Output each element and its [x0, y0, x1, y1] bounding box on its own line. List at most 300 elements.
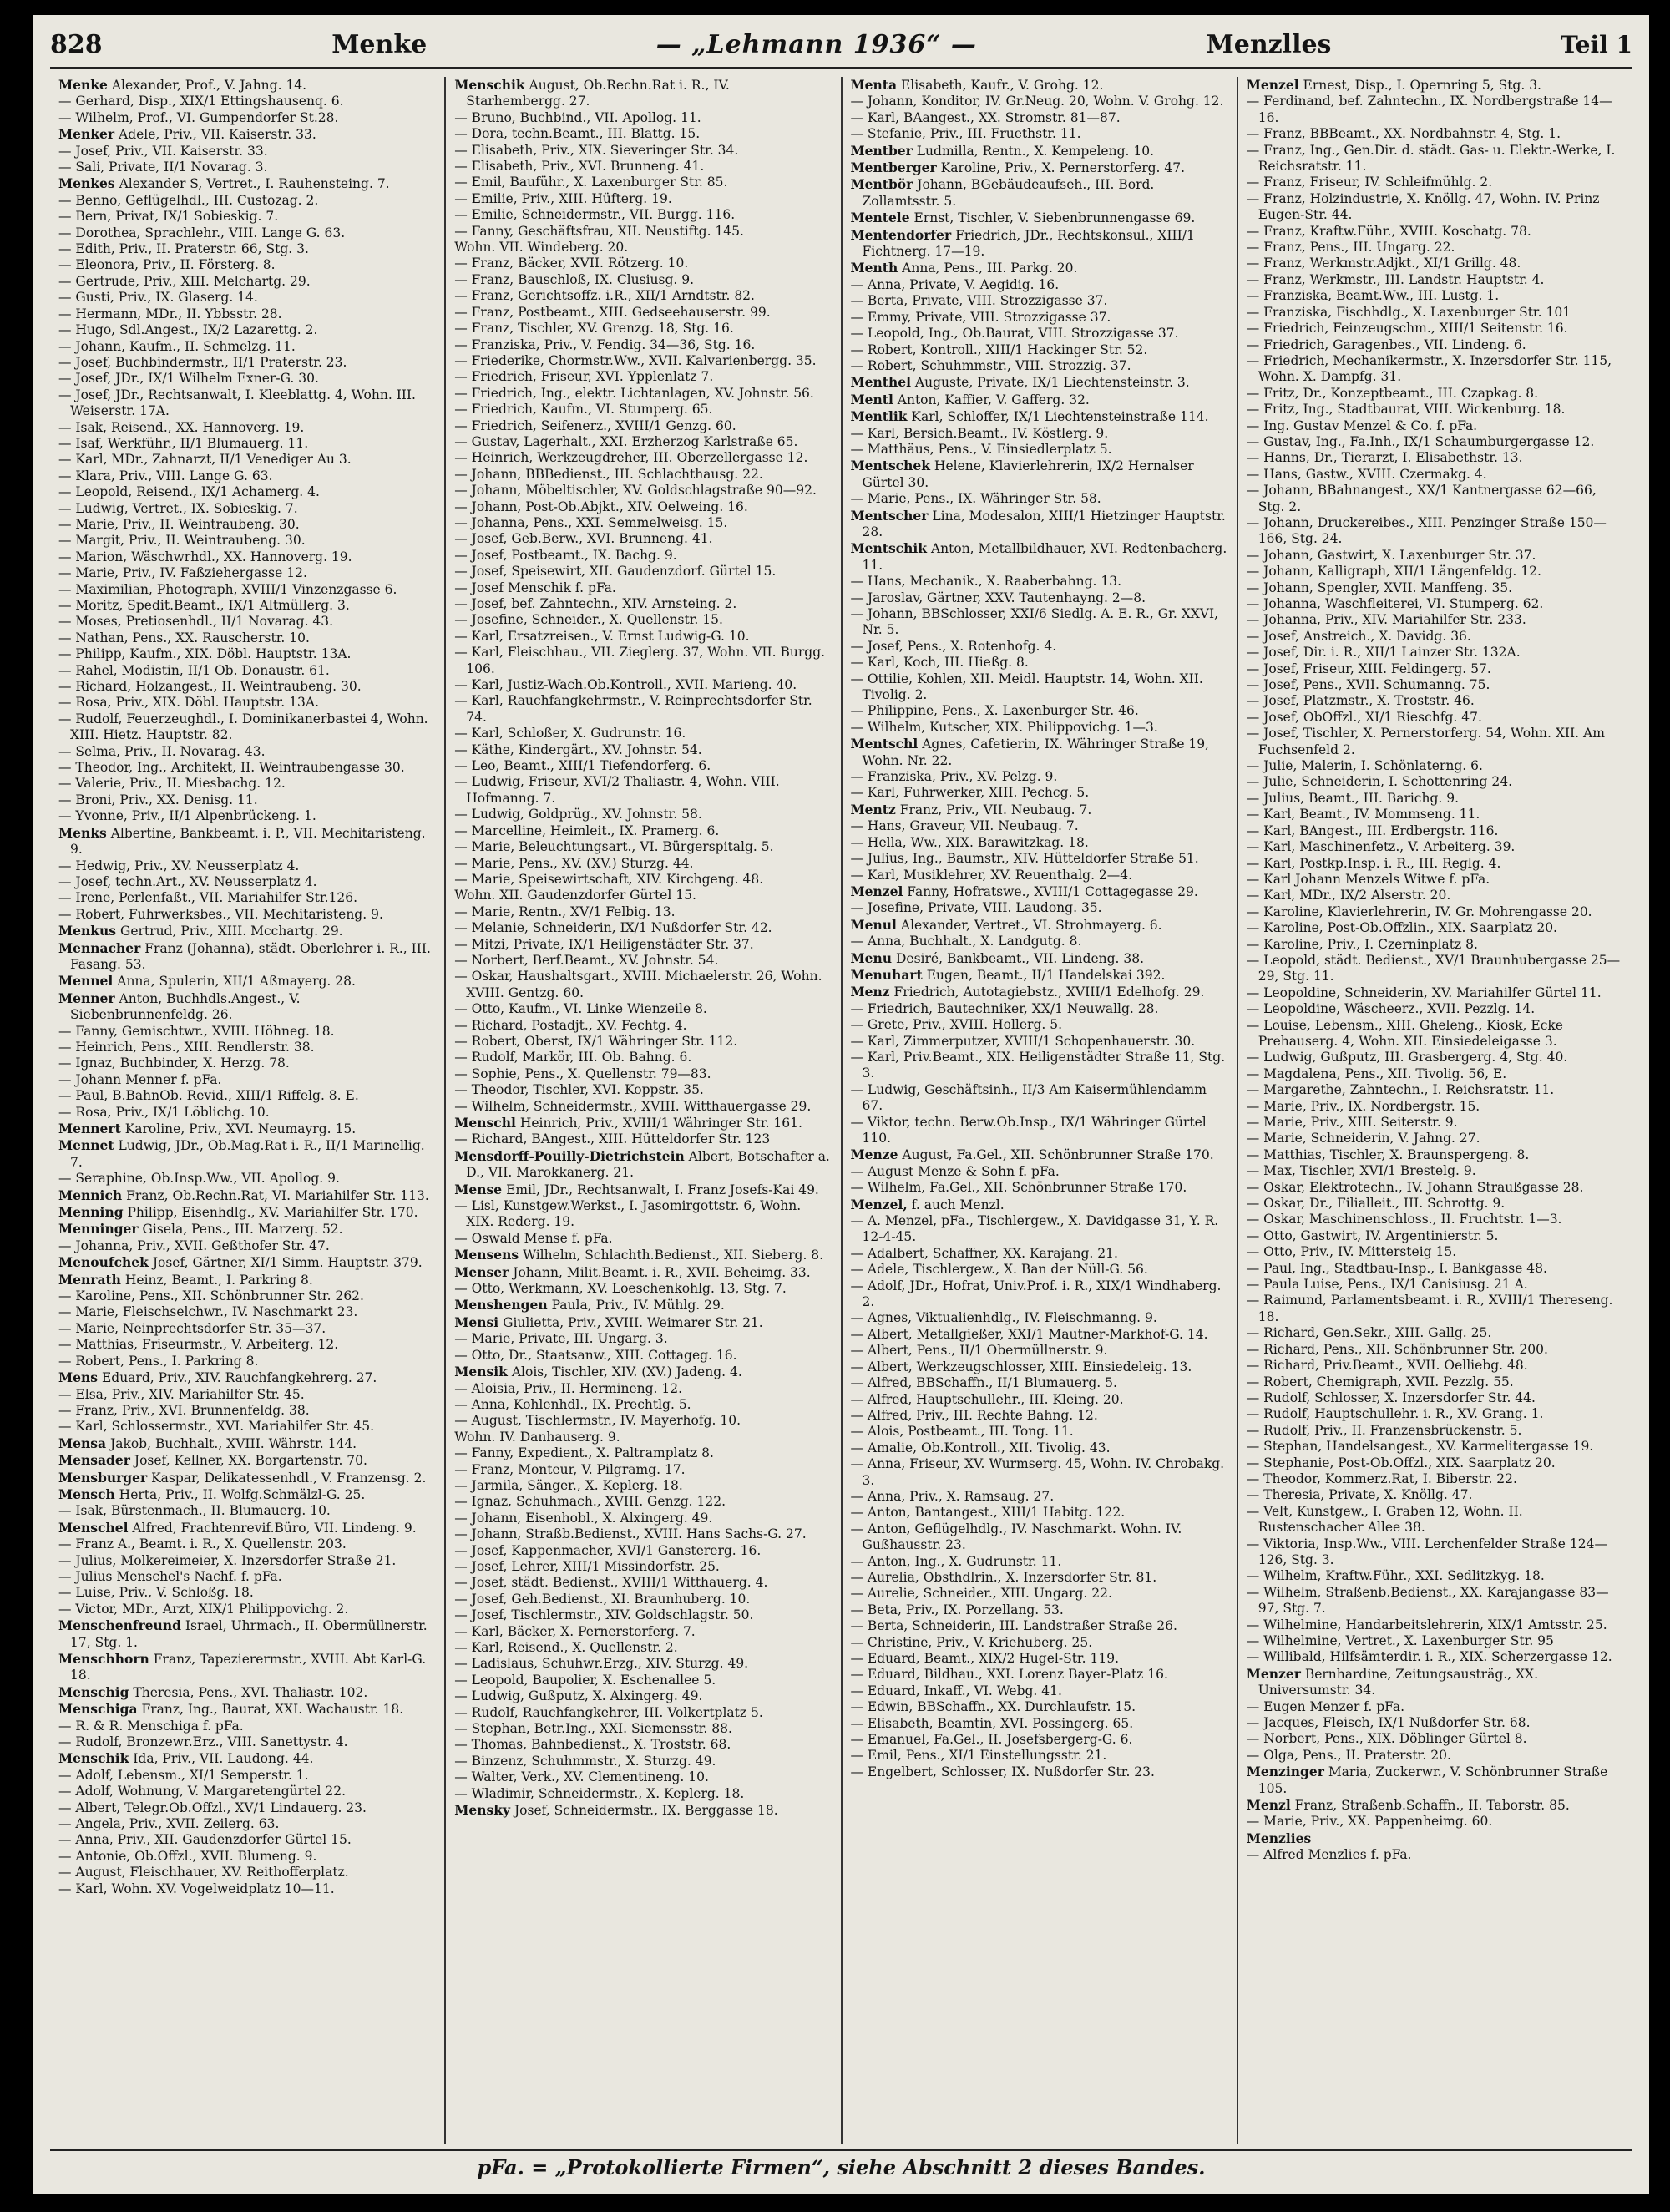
entry-surname: Mentber — [850, 142, 913, 159]
entry-text: — Seraphine, Ob.Insp.Ww., VII. Apollog. 9. — [58, 1171, 340, 1187]
directory-entry — [58, 825, 436, 858]
directory-entry — [851, 851, 1228, 867]
entry-surname: Menner — [58, 990, 115, 1006]
entry-text: Johann, BGebäudeaufseh., III. Bord. Zollamtsstr. 5. — [862, 177, 1155, 209]
entry-text: — Bern, Privat, IX/1 Sobieskig. 7. — [58, 209, 279, 225]
entry-text: — Luise, Priv., V. Schloßg. 18. — [58, 1585, 254, 1601]
entry-text: — Robert, Kontroll., XIII/1 Hackinger Str. 52. — [850, 342, 1148, 357]
directory-entry — [851, 540, 1228, 574]
directory-entry — [851, 1197, 1228, 1213]
directory-entry — [851, 1408, 1228, 1424]
entry-text: — Karl, Schlossermstr., XVI. Mariahilfer Str. 45. — [58, 1419, 375, 1435]
entry-surname: Menschenfreund — [58, 1617, 181, 1634]
entry-text: — Fritz, Dr., Konzeptbeamt., III. Czapkag. 8. — [1246, 385, 1539, 401]
directory-entry — [851, 1586, 1228, 1602]
directory-entry — [1247, 175, 1624, 190]
directory-entry — [454, 1182, 832, 1198]
entry-text: — Albert, Metallgießer, XXI/1 Mautner-Markhof-G. 14. — [850, 1326, 1208, 1342]
directory-entry — [58, 1865, 436, 1880]
directory-entry — [1247, 402, 1624, 418]
directory-entry — [851, 1667, 1228, 1683]
directory-entry — [58, 1452, 436, 1469]
column-1 — [50, 77, 444, 2144]
directory-entry — [1247, 937, 1624, 953]
directory-entry — [454, 1297, 832, 1314]
entry-text: — Johann, Straßb.Bedienst., XVIII. Hans Sachs-G. 27. — [454, 1526, 807, 1542]
entry-text: — Hermann, MDr., II. Ybbsstr. 28. — [58, 306, 282, 321]
directory-entry — [454, 774, 832, 807]
entry-text: Alfred, Frachtenrevif.Büro, VII. Lindeng. 9. — [132, 1520, 417, 1536]
directory-entry — [851, 802, 1228, 818]
entry-text: — Josef, bef. Zahntechn., XIV. Arnsteing. 2. — [454, 596, 737, 611]
entry-text: — Josef, Buchbindermstr., II/1 Praterstr. 23. — [58, 354, 347, 370]
directory-entry — [58, 990, 436, 1024]
entry-text: — Otto, Werkmann, XV. Loeschenkohlg. 13, Stg. 7. — [454, 1281, 787, 1297]
directory-entry — [1247, 94, 1624, 126]
directory-entry — [1247, 758, 1624, 774]
entry-text: Karoline, Priv., XVI. Neumayrg. 15. — [124, 1121, 357, 1136]
directory-entry — [1247, 1585, 1624, 1617]
entry-text: — Leopold, Ing., Ob.Baurat, VIII. Strozzigasse 37. — [850, 326, 1179, 342]
page-header — [50, 25, 1632, 63]
directory-entry — [851, 159, 1228, 176]
directory-entry — [1247, 953, 1624, 985]
directory-entry — [454, 1314, 832, 1331]
entry-text: — Leopoldine, Schneiderin, XV. Mariahilfer Gürtel 11. — [1246, 985, 1602, 1000]
directory-entry — [1247, 1066, 1624, 1082]
entry-text: — Adolf, Lebensm., XI/1 Semperstr. 1. — [58, 1767, 309, 1783]
directory-entry — [58, 517, 436, 533]
directory-entry — [454, 467, 832, 483]
entry-text: Ernest, Disp., I. Opernring 5, Stg. 3. — [1303, 78, 1541, 93]
entry-text: — Anna, Priv., XII. Gaudenzdorfer Gürtel 15. — [58, 1832, 352, 1848]
entry-text: — Theodor, Tischler, XVI. Koppstr. 35. — [454, 1082, 704, 1098]
entry-text: Friedrich, JDr., Rechtskonsul., XIII/1 Fichtnerg. 17—19. — [862, 227, 1195, 260]
directory-entry — [1247, 661, 1624, 677]
directory-entry — [851, 1521, 1228, 1554]
entry-text: — Karoline, Post-Ob.Offzlin., XIX. Saarplatz 20. — [1246, 920, 1557, 936]
directory-entry — [58, 614, 436, 630]
entry-text: Wohn. VII. Windeberg. 20. — [454, 240, 629, 256]
entry-text: — Josef, Tischlermstr., XIV. Goldschlagstr. 50. — [454, 1607, 754, 1623]
directory-entry — [1247, 1487, 1624, 1503]
entry-text: — Richard, Pens., XII. Schönbrunner Str. 200. — [1246, 1341, 1548, 1357]
entry-text: — Hans, Graveur, VII. Neubaug. 7. — [850, 818, 1079, 834]
entry-text: August, Fa.Gel., XII. Schönbrunner Straße 170. — [902, 1147, 1214, 1163]
entry-text: Franz, Tapezierermstr., XVIII. Abt Karl-G. 18. — [70, 1652, 427, 1683]
directory-entry — [1247, 629, 1624, 645]
entry-text: — Philipp, Kaufm., XIX. Döbl. Hauptstr. 13A. — [58, 646, 352, 662]
entry-text: — Sali, Private, II/1 Novarag. 3. — [58, 159, 268, 175]
entry-text: — Isaf, Werkführ., II/1 Blumauerg. 11. — [58, 435, 309, 451]
entry-surname: Mentschek — [850, 458, 930, 474]
directory-entry — [1247, 1212, 1624, 1227]
entry-text: — Willibald, Hilfsämterdir. i. R., XIX. Scherzergasse 12. — [1246, 1649, 1612, 1665]
directory-entry — [454, 742, 832, 758]
directory-entry — [1247, 434, 1624, 450]
entry-surname: Menzinger — [1246, 1764, 1324, 1780]
entry-text: Heinrich, Priv., XVIII/1 Währinger Str. 161. — [519, 1116, 802, 1131]
entry-text: Franz, Ob.Rechn.Rat, VI. Mariahilfer Str. 113. — [126, 1187, 429, 1203]
directory-entry — [454, 1018, 832, 1034]
entry-text: — Fanny, Geschäftsfrau, XII. Neustiftg. 145. — [454, 223, 744, 239]
directory-entry — [58, 1171, 436, 1187]
directory-entry — [454, 1066, 832, 1082]
entry-text: — Franziska, Priv., XV. Pelzg. 9. — [850, 769, 1058, 785]
entry-text: — Gerhard, Disp., XIX/1 Ettingshausenq. 6. — [58, 94, 344, 109]
directory-entry — [1247, 1536, 1624, 1569]
directory-entry — [851, 1359, 1228, 1375]
directory-entry — [58, 436, 436, 452]
entry-text: Philipp, Eisenhdlg., XV. Mariahilfer Str. 170. — [127, 1205, 418, 1221]
entry-text: — Karl, BAangest., XX. Stromstr. 81—87. — [850, 109, 1121, 125]
directory-entry — [58, 533, 436, 549]
directory-entry — [851, 77, 1228, 94]
entry-text: Albert, Botschafter a. D., VII. Marokkanerg. 21. — [466, 1148, 830, 1181]
directory-entry — [851, 227, 1228, 261]
directory-entry — [851, 1456, 1228, 1489]
entry-text: Anton, Buchhdls.Angest., V. Siebenbrunnenfeldg. 26. — [70, 990, 301, 1023]
entry-surname: Mensa — [58, 1435, 107, 1451]
entry-text: — Richard, Holzangest., II. Weintraubeng. 30. — [58, 679, 362, 695]
directory-entry — [454, 1478, 832, 1494]
directory-entry — [454, 1543, 832, 1559]
directory-entry — [1247, 823, 1624, 839]
directory-entry — [851, 671, 1228, 704]
entry-text: — Raimund, Parlamentsbeamt. i. R., XVIII/1 Thereseng. 18. — [1246, 1293, 1613, 1324]
entry-text: — Rudolf, Rauchfangkehrer, III. Volkertplatz 5. — [454, 1704, 763, 1720]
entry-text: — Heinrich, Pens., XIII. Rendlerstr. 38. — [58, 1039, 315, 1055]
entry-text: — Marie, Private, III. Ungarg. 3. — [454, 1331, 668, 1347]
entry-surname: Menze — [850, 1146, 898, 1163]
entry-surname: Mensader — [58, 1452, 130, 1469]
entry-text: — August, Tischlermstr., IV. Mayerhofg. 10. — [454, 1413, 741, 1429]
directory-entry — [58, 549, 436, 565]
directory-entry — [851, 1213, 1228, 1246]
entry-text: — Adolf, JDr., Hofrat, Univ.Prof. i. R., XIX/1 Windhaberg. 2. — [850, 1278, 1222, 1310]
directory-entry — [851, 967, 1228, 984]
entry-surname: Mennert — [58, 1121, 121, 1136]
entry-text: Franz, Ing., Baurat, XXI. Wachaustr. 18. — [141, 1702, 404, 1718]
entry-text: — Anna, Friseur, XV. Wurmserg. 45, Wohn. IV. Chrobakg. 3. — [850, 1456, 1225, 1488]
directory-entry — [1247, 418, 1624, 434]
directory-entry — [1247, 1099, 1624, 1115]
header-right-word: Menzlles — [1206, 29, 1332, 59]
entry-text: — Otto, Dr., Staatsanw., XIII. Cottageg. 16. — [454, 1347, 737, 1363]
entry-surname: Menth — [850, 260, 898, 276]
directory-entry — [454, 612, 832, 628]
entry-text: — Johanna, Waschfleiterei, VI. Stumperg. 62. — [1246, 596, 1544, 611]
entry-text: — Aurelie, Schneider., XIII. Ungarg. 22. — [850, 1586, 1112, 1602]
directory-entry — [454, 1559, 832, 1575]
entry-text: — Julius, Ing., Baumstr., XIV. Hütteldorfer Straße 51. — [850, 851, 1199, 867]
entry-text: Josef, Kellner, XX. Borgartenstr. 70. — [134, 1453, 367, 1469]
directory-entry — [1247, 1180, 1624, 1196]
directory-entry — [454, 1331, 832, 1347]
directory-entry — [454, 807, 832, 823]
directory-entry — [58, 257, 436, 273]
entry-text: — Oswald Mense f. pFa. — [454, 1230, 613, 1246]
footer-note: pFa. = „Protokollierte Firmen“, siehe Abschnitt 2 dieses Bandes. — [477, 2154, 1206, 2179]
entry-text: — Oskar, Dr., Filialleit., III. Schrottg. 9. — [1246, 1196, 1506, 1212]
entry-text: — Josef, Anstreich., X. Davidg. 36. — [1246, 628, 1471, 644]
entry-text: Kaspar, Delikatessenhdl., V. Franzensg. 2. — [151, 1470, 427, 1486]
entry-text: — Robert, Schuhmmstr., VIII. Strozzig. 37. — [850, 357, 1131, 373]
directory-entry — [454, 1737, 832, 1753]
entry-text: — Elisabeth, Beamtin, XVI. Possingerg. 65. — [850, 1715, 1134, 1731]
directory-entry — [1247, 305, 1624, 321]
directory-entry — [1247, 612, 1624, 628]
entry-text: — Emil, Bauführ., X. Laxenburger Str. 85. — [454, 175, 728, 190]
entry-text: Ludwig, JDr., Ob.Mag.Rat i. R., II/1 Marinellig. 7. — [70, 1138, 425, 1170]
entry-surname: Mentscher — [850, 507, 929, 524]
directory-entry — [851, 818, 1228, 834]
directory-entry — [851, 1424, 1228, 1440]
entry-text: Giulietta, Priv., XVIII. Weimarer Str. 21. — [503, 1314, 763, 1330]
entry-text: — Josef, Lehrer, XIII/1 Missindorfstr. 25. — [454, 1558, 720, 1574]
directory-entry — [851, 1505, 1228, 1521]
entry-text: — Anna, Priv., X. Ramsaug. 27. — [850, 1488, 1055, 1504]
directory-entry — [58, 420, 436, 436]
entry-text: — Johann, BBBedienst., III. Schlachthausg. 22. — [454, 466, 763, 482]
directory-entry — [1247, 1390, 1624, 1406]
entry-text: — Emmy, Private, VIII. Strozzigasse 37. — [850, 309, 1111, 325]
entry-text: — Rosa, Priv., XIX. Döbl. Hauptstr. 13A. — [58, 695, 319, 711]
directory-entry — [58, 1354, 436, 1369]
directory-entry — [58, 663, 436, 679]
directory-entry — [58, 387, 436, 420]
entry-text: — Julius, Molkereimeier, X. Inzersdorfer Straße 21. — [58, 1552, 397, 1568]
entry-surname: Menthel — [850, 374, 911, 391]
entry-text: — Oskar, Haushaltsgart., XVIII. Michaelerstr. 26, Wohn. XVIII. Gentzg. 60. — [454, 969, 822, 1000]
directory-entry — [454, 1034, 832, 1050]
directory-entry — [58, 890, 436, 906]
directory-entry — [454, 1769, 832, 1785]
directory-entry — [851, 1699, 1228, 1715]
entry-text: — Emilie, Priv., XIII. Hüfterg. 19. — [454, 190, 672, 206]
entry-text: — Josef Menschik f. pFa. — [454, 580, 616, 595]
entry-text: — Johann, Eisenhobl., X. Alxingerg. 49. — [454, 1510, 713, 1526]
directory-entry — [851, 1343, 1228, 1359]
entry-text: — Karoline, Priv., I. Czerninplatz 8. — [1246, 936, 1478, 952]
directory-entry — [58, 501, 436, 517]
entry-text: — Ladislaus, Schuhwr.Erzg., XIV. Sturzg. 49. — [454, 1656, 749, 1672]
directory-entry — [1247, 1830, 1624, 1847]
entry-text: — Klara, Priv., VIII. Lange G. 63. — [58, 468, 273, 483]
directory-entry — [851, 639, 1228, 655]
entry-surname: Menschel — [58, 1519, 129, 1536]
directory-entry — [1247, 1228, 1624, 1244]
directory-entry — [454, 1705, 832, 1721]
directory-entry — [851, 984, 1228, 1000]
directory-entry — [851, 326, 1228, 342]
directory-entry — [1247, 1439, 1624, 1455]
directory-entry — [454, 726, 832, 742]
entry-text: — Oskar, Elektrotechn., IV. Johann Straußgasse 28. — [1246, 1179, 1584, 1195]
entry-text: — Anton, Bantangest., XIII/1 Habitg. 122. — [850, 1505, 1126, 1521]
entry-text: Gisela, Pens., III. Marzerg. 52. — [142, 1222, 343, 1238]
entry-text: Josef, Schneidermstr., IX. Berggasse 18. — [514, 1803, 778, 1819]
entry-text: — Josef, JDr., IX/1 Wilhelm Exner-G. 30. — [58, 371, 319, 387]
directory-entry — [454, 580, 832, 596]
entry-text: — Karl, Rauchfangkehrmstr., V. Reinprechtsdorfer Str. 74. — [454, 693, 812, 725]
entry-text: — Yvonne, Priv., II/1 Alpenbrückeng. 1. — [58, 808, 316, 824]
directory-columns — [50, 77, 1632, 2144]
directory-entry — [454, 110, 832, 126]
entry-text: — Hugo, Sdl.Angest., IX/2 Lazarettg. 2. — [58, 322, 318, 338]
entry-surname: Menschl — [454, 1115, 516, 1131]
directory-entry — [454, 1264, 832, 1281]
directory-entry — [454, 1494, 832, 1510]
entry-text: — Theresia, Private, X. Knöllg. 47. — [1246, 1487, 1473, 1503]
entry-text: — Julie, Schneiderin, I. Schottenring 24. — [1246, 774, 1513, 790]
directory-entry — [454, 629, 832, 645]
directory-entry — [1247, 191, 1624, 224]
entry-surname: Mentlik — [850, 408, 908, 425]
entry-text: — Marcelline, Heimleit., IX. Pramerg. 6. — [454, 823, 720, 838]
entry-text: — Norbert, Berf.Beamt., XV. Johnstr. 54. — [454, 952, 719, 968]
entry-text: — Bruno, Buchbind., VII. Apollog. 11. — [454, 109, 701, 125]
entry-text: — Paul, Ing., Stadtbau-Insp., I. Bankgasse 48. — [1246, 1260, 1547, 1276]
directory-entry — [1247, 272, 1624, 288]
entry-text: — Franz, Postbeamt., XIII. Gedseehauserstr. 99. — [454, 304, 771, 320]
directory-entry — [58, 907, 436, 923]
directory-entry — [454, 1786, 832, 1802]
directory-entry — [1247, 726, 1624, 758]
entry-text: Friedrich, Autotagiebstz., XVIII/1 Edelhofg. 29. — [893, 985, 1205, 1000]
directory-entry — [58, 1816, 436, 1832]
directory-entry — [851, 1683, 1228, 1699]
entry-surname: Menzlies — [1246, 1830, 1312, 1846]
header-title: — „Lehmann 1936“ — — [655, 29, 977, 59]
entry-text: Anna, Pens., III. Parkg. 20. — [902, 261, 1078, 276]
entry-text: — Marie, Schneiderin, V. Jahng. 27. — [1246, 1131, 1480, 1146]
entry-surname: Mensch — [58, 1486, 115, 1502]
entry-text: Johann, Milit.Beamt. i. R., XVII. Beheimg. 33. — [513, 1264, 811, 1280]
entry-text: — Anna, Private, V. Aegidig. 16. — [850, 276, 1060, 292]
entry-text: — Ignaz, Buchbinder, X. Herzg. 78. — [58, 1055, 290, 1071]
entry-text: Paula, Priv., IV. Mühlg. 29. — [551, 1298, 725, 1314]
entry-text: — Dora, techn.Beamt., III. Blattg. 15. — [454, 126, 701, 142]
directory-entry — [58, 452, 436, 468]
entry-text: — Matthias, Tischler, X. Braunspergeng. 8. — [1246, 1146, 1530, 1162]
entry-text: — Franz, Bauschloß, IX. Clusiusg. 9. — [454, 271, 695, 287]
directory-entry — [454, 77, 832, 110]
directory-page — [33, 15, 1649, 2194]
directory-entry — [58, 760, 436, 776]
entry-text: — Wilhelmine, Vertret., X. Laxenburger Str. 95 — [1246, 1633, 1554, 1648]
directory-entry — [1247, 1082, 1624, 1098]
directory-entry — [454, 207, 832, 223]
directory-entry — [454, 1247, 832, 1263]
directory-entry — [1247, 888, 1624, 904]
directory-entry — [454, 515, 832, 531]
directory-entry — [58, 306, 436, 322]
entry-surname: Menoufchek — [58, 1254, 149, 1271]
directory-entry — [1247, 1115, 1624, 1131]
directory-entry — [58, 1272, 436, 1288]
directory-entry — [851, 769, 1228, 785]
entry-text: — Wilhelm, Straßenb.Bedienst., XX. Karajangasse 83—97, Stg. 7. — [1246, 1584, 1609, 1617]
directory-entry — [454, 1754, 832, 1769]
directory-entry — [1247, 1342, 1624, 1358]
directory-entry — [58, 923, 436, 939]
directory-entry — [58, 630, 436, 646]
entry-text: August, Ob.Rechn.Rat i. R., IV. Starhembergg. 27. — [466, 78, 730, 109]
entry-text: — Franz, BBBeamt., XX. Nordbahnstr. 4, Stg. 1. — [1246, 126, 1561, 142]
directory-entry — [851, 176, 1228, 210]
entry-text: — Fanny, Expedient., X. Paltramplatz 8. — [454, 1445, 714, 1461]
page-footer — [50, 2149, 1632, 2183]
entry-surname: Mentschl — [850, 736, 918, 752]
entry-text: — Elisabeth, Priv., XVI. Brunneng. 41. — [454, 159, 705, 175]
entry-text: — Johann, BBSchlosser, XXI/6 Siedlg. A. E. R., Gr. XXVI, Nr. 5. — [850, 606, 1219, 638]
entry-text: Bernhardine, Zeitungsausträg., XX. Universumstr. 34. — [1258, 1666, 1539, 1698]
entry-text: — Elisabeth, Priv., XIX. Sieveringer Str. 34. — [454, 142, 739, 158]
entry-text: — Marie, Pens., IX. Währinger Str. 58. — [850, 491, 1101, 507]
directory-entry — [1247, 77, 1624, 94]
directory-entry — [851, 143, 1228, 159]
directory-entry — [1247, 1358, 1624, 1374]
directory-entry — [851, 868, 1228, 883]
entry-text: — Hans, Mechanik., X. Raaberbahng. 13. — [850, 574, 1121, 590]
directory-entry — [1247, 1050, 1624, 1066]
directory-entry — [851, 1050, 1228, 1082]
directory-entry — [1247, 450, 1624, 466]
directory-entry — [454, 126, 832, 142]
entry-text: Elisabeth, Kaufr., V. Grohg. 12. — [900, 78, 1104, 93]
entry-text: — Grete, Priv., XVIII. Hollerg. 5. — [850, 1017, 1063, 1033]
entry-surname: Menke — [58, 77, 108, 93]
directory-entry — [454, 1115, 832, 1131]
directory-entry — [851, 126, 1228, 142]
entry-text: — Irene, Perlenfaßt., VII. Mariahilfer Str.126. — [58, 890, 358, 906]
entry-text: — Franz, Werkmstr.Adjkt., XI/1 Grillg. 48. — [1246, 256, 1521, 271]
entry-text: — Franz, Pens., III. Ungarg. 22. — [1246, 240, 1455, 256]
entry-text: — Jarmila, Sänger., X. Keplerg. 18. — [454, 1477, 683, 1493]
entry-text: — Philippine, Pens., X. Laxenburger Str. 46. — [850, 703, 1139, 719]
entry-text: — Olga, Pens., II. Praterstr. 20. — [1246, 1747, 1451, 1763]
directory-entry — [58, 1585, 436, 1601]
directory-entry — [454, 548, 832, 564]
entry-text: — Beta, Priv., IX. Porzellang. 53. — [850, 1602, 1064, 1617]
entry-surname: Menul — [850, 916, 897, 933]
entry-surname: Mennet — [58, 1137, 114, 1154]
entry-surname: Mens — [58, 1369, 99, 1386]
entry-text: Helene, Klavierlehrerin, IX/2 Hernalser Gürtel 30. — [862, 458, 1194, 490]
entry-text: — Robert, Chemigraph, XVII. Pezzlg. 55. — [1246, 1374, 1514, 1389]
directory-entry — [454, 1624, 832, 1640]
directory-entry — [454, 1640, 832, 1656]
directory-entry — [1247, 1293, 1624, 1325]
directory-entry — [58, 695, 436, 711]
entry-text: — Leopoldine, Wäscheerz., XVII. Pezzlg. 14. — [1246, 1001, 1536, 1017]
directory-entry — [58, 241, 436, 257]
entry-text: — Josef, Postbeamt., IX. Bachg. 9. — [454, 547, 677, 563]
entry-surname: Menzer — [1246, 1665, 1301, 1682]
directory-entry — [851, 900, 1228, 916]
entry-text: — Karl, Postkp.Insp. i. R., III. Reglg. 4. — [1246, 855, 1501, 871]
directory-entry — [454, 402, 832, 418]
entry-text: Albertine, Bankbeamt. i. P., VII. Mechitaristeng. 9. — [70, 825, 426, 858]
entry-surname: Mensi — [454, 1314, 499, 1330]
entry-surname: Menu — [850, 949, 893, 966]
directory-entry — [58, 175, 436, 192]
directory-entry — [1247, 791, 1624, 807]
directory-entry — [58, 1288, 436, 1304]
entry-text: — Moritz, Spedit.Beamt., IX/1 Altmüllerg. 3. — [58, 598, 350, 613]
entry-text: — Rahel, Modistin, II/1 Ob. Donaustr. 61. — [58, 662, 330, 678]
